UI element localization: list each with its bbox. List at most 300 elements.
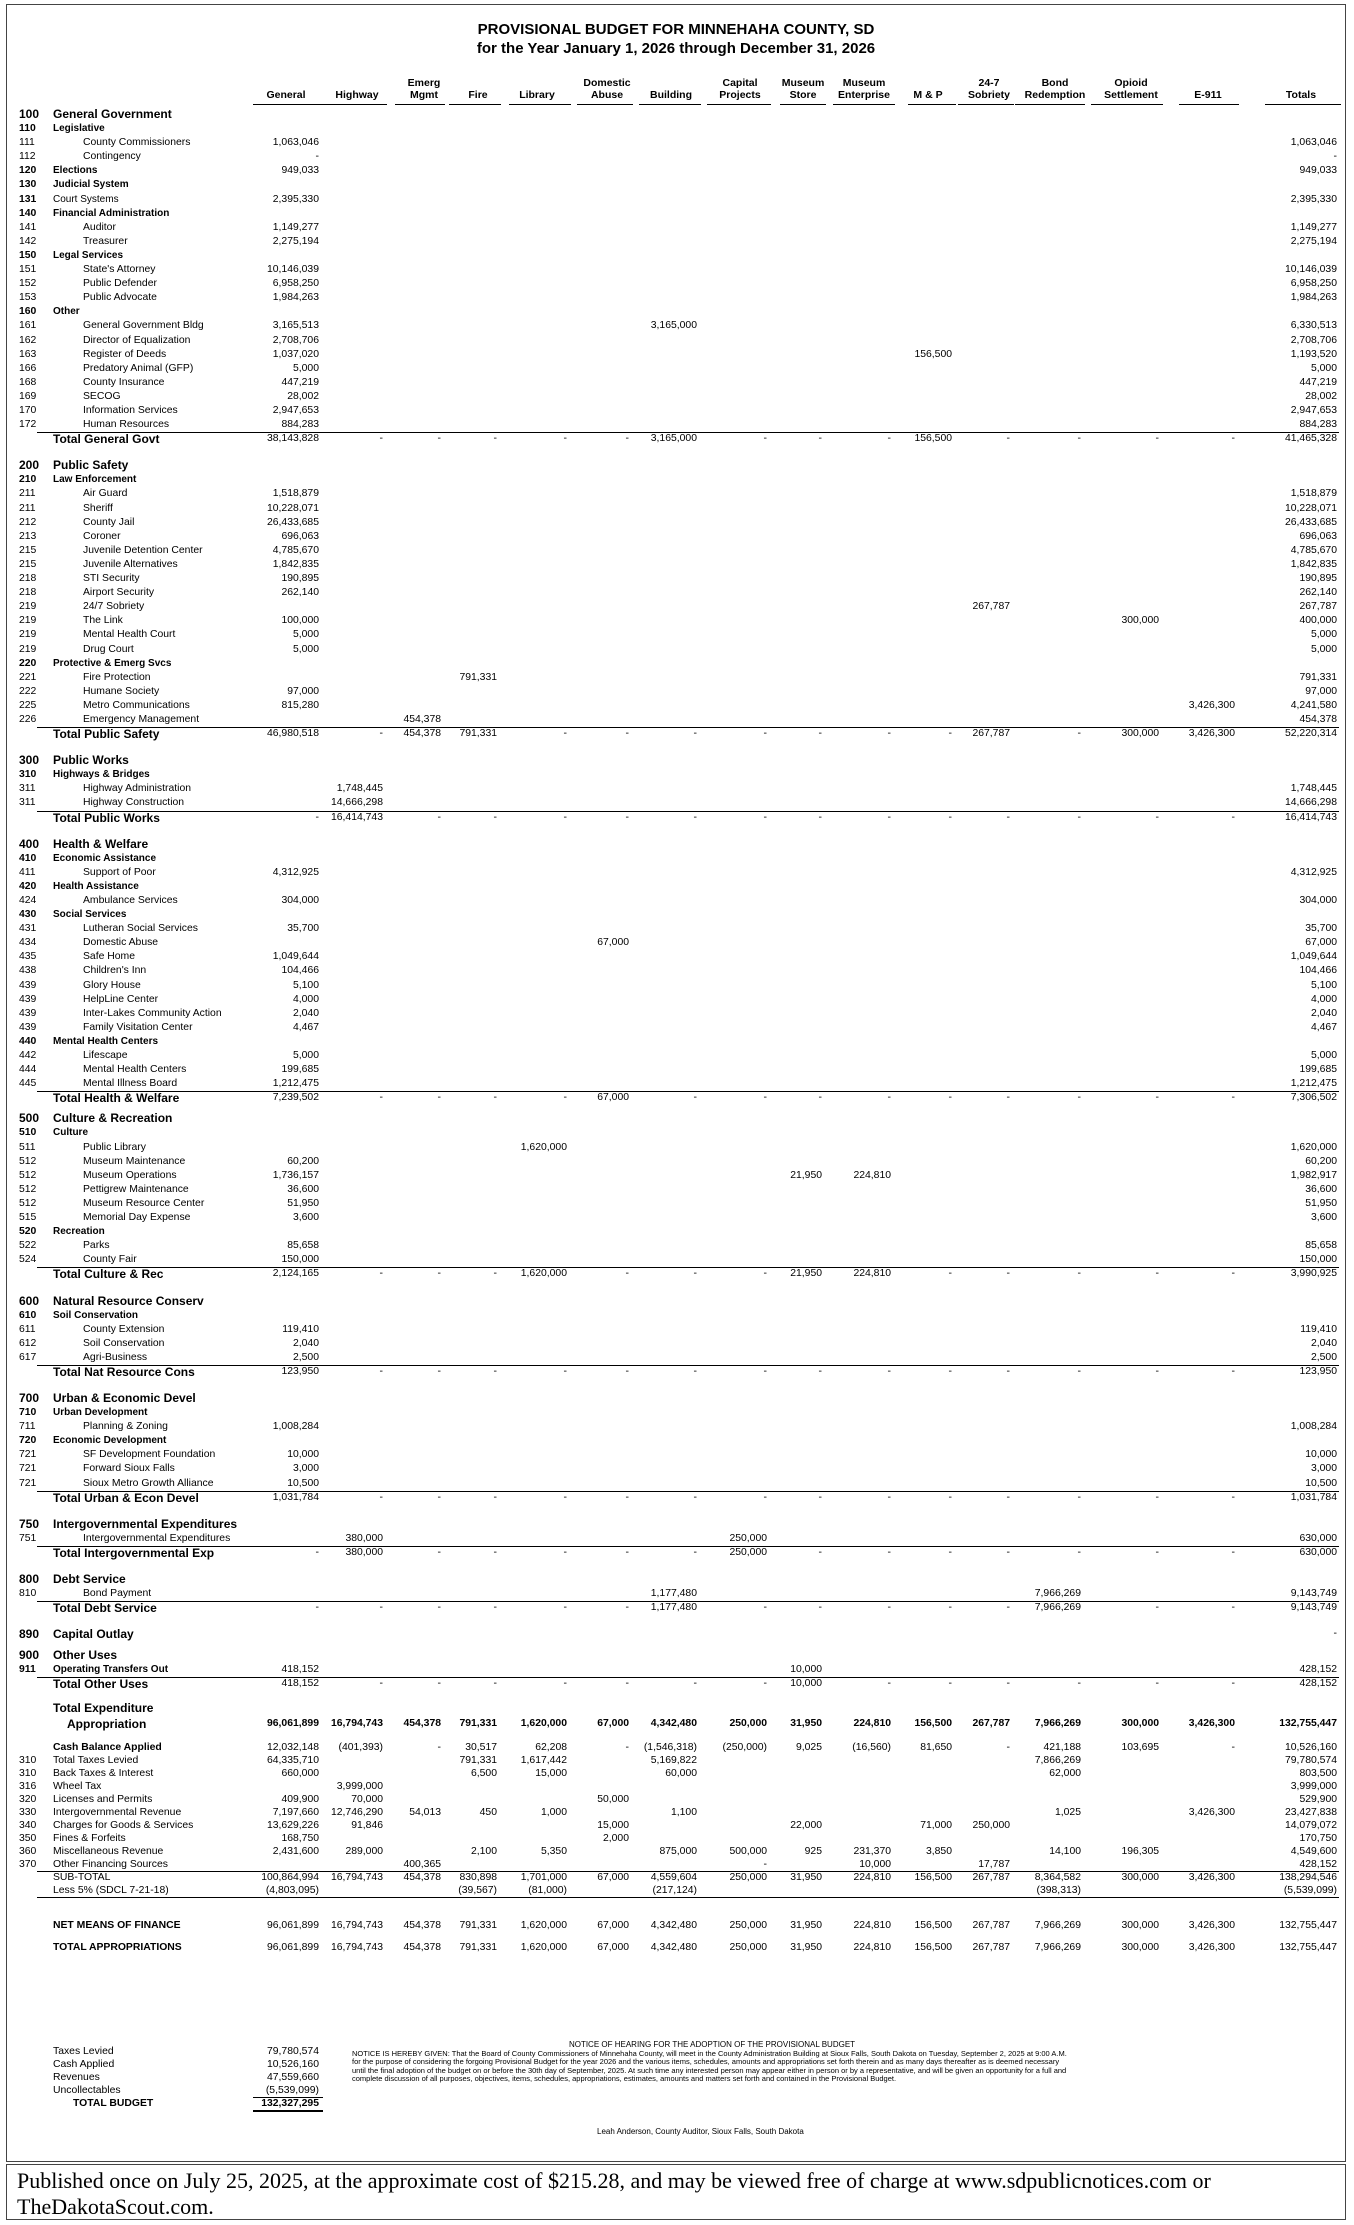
account-label: Ambulance Services [83, 894, 178, 906]
table-row [7, 1351, 1347, 1365]
account-label: Support of Poor [83, 866, 156, 878]
account-code: 110 [19, 123, 36, 134]
finance-row [7, 1767, 1347, 1781]
account-label: Safe Home [83, 951, 135, 963]
cell-value: 10,500 [1305, 1477, 1337, 1489]
cell-value: 267,787 [972, 728, 1010, 740]
cell-value: - [763, 1602, 767, 1613]
cell-value: - [1006, 1268, 1010, 1280]
summary-row [7, 2045, 347, 2058]
account-code: 439 [19, 979, 37, 991]
account-code: 221 [19, 671, 37, 683]
cell-value: 5,000 [1310, 629, 1337, 641]
table-row [7, 1239, 1347, 1253]
cell-value: 1,617,442 [520, 1755, 567, 1767]
account-label: Family Visitation Center [83, 1021, 193, 1033]
account-code: 219 [19, 643, 37, 655]
cell-value: 949,033 [1299, 165, 1337, 177]
finance-label: TOTAL APPROPRIATIONS [53, 1942, 182, 1954]
notice-title: NOTICE OF HEARING FOR THE ADOPTION OF THE PROVISIONAL BUDGET [568, 2040, 856, 2049]
cell-value: - [493, 1268, 497, 1280]
header-rule [780, 104, 826, 105]
cell-value: 1,212,475 [1290, 1078, 1337, 1090]
cell-value: 1,063,046 [1290, 137, 1337, 149]
account-label: Fire Protection [83, 671, 151, 683]
cell-value: 884,283 [281, 419, 319, 431]
table-row [7, 1183, 1347, 1197]
account-code: 310 [19, 1768, 37, 1780]
account-label: Museum Resource Center [83, 1197, 205, 1209]
cell-value: - [1077, 1365, 1081, 1377]
cell-value: 300,000 [1121, 1920, 1159, 1932]
cell-value: 454,378 [403, 714, 441, 725]
cell-value: 1,620,000 [520, 1268, 567, 1280]
total-rule [37, 1267, 1339, 1268]
table-row [7, 1049, 1347, 1063]
cell-value: 7,866,269 [1034, 1755, 1081, 1767]
cell-value: 3,999,000 [336, 1781, 383, 1793]
account-code: 215 [19, 558, 37, 570]
cell-value: 791,331 [459, 1942, 497, 1954]
cell-value: - [1231, 433, 1235, 445]
account-code: 520 [19, 1226, 37, 1238]
cell-value: 224,810 [853, 1268, 891, 1280]
cell-value: 3,426,300 [1188, 1872, 1235, 1884]
total-row [7, 1491, 1347, 1505]
cell-value: 7,966,269 [1034, 1942, 1081, 1954]
cell-value: 1,620,000 [520, 1141, 567, 1153]
cell-value: 67,000 [597, 1092, 629, 1104]
account-label: County Fair [83, 1254, 137, 1266]
cell-value: 447,219 [1299, 376, 1337, 388]
cell-value: 815,280 [281, 699, 319, 711]
cell-value: 132,755,447 [1279, 1942, 1337, 1954]
cell-value: 10,500 [287, 1477, 319, 1489]
cell-value: 250,000 [729, 1872, 767, 1884]
cell-value: 2,124,165 [272, 1268, 319, 1280]
table-row [7, 1063, 1347, 1077]
cell-value: 60,200 [287, 1155, 319, 1167]
cell-value: 231,370 [853, 1846, 891, 1858]
cell-value: - [1231, 811, 1235, 823]
account-label: Inter-Lakes Community Action [83, 1007, 222, 1019]
cell-value: 156,500 [914, 348, 952, 360]
account-label: Capital Outlay [53, 1627, 134, 1642]
finance-label: Other Financing Sources [53, 1859, 168, 1871]
table-row [7, 530, 1347, 544]
table-row [7, 291, 1347, 305]
publication-footer: Published once on July 25, 2025, at the approximate cost of $215.28, and may be viewed free of charge at www.sdpublicnotices.com or TheDakotaScout.com. [6, 2164, 1346, 2220]
cell-value: - [625, 728, 629, 740]
account-label: Bond Payment [83, 1587, 152, 1599]
cell-value: 12,032,148 [266, 1742, 319, 1754]
account-code: 721 [19, 1477, 37, 1489]
cell-value: - [1231, 1678, 1235, 1690]
account-code: 442 [19, 1050, 37, 1061]
cell-value: 67,000 [597, 937, 629, 949]
account-label: 24/7 Sobriety [83, 601, 145, 613]
cell-value: 16,414,743 [1284, 811, 1337, 823]
header-rule [1091, 104, 1163, 105]
summary-row [7, 2071, 347, 2084]
cell-value: - [948, 1602, 952, 1613]
total-expenditure-row [7, 1701, 1347, 1715]
cell-value: - [1155, 1678, 1159, 1690]
account-code: 522 [19, 1240, 37, 1252]
column-header: E-911 [1194, 89, 1222, 101]
cell-value: - [1006, 1602, 1010, 1613]
account-code: 360 [19, 1846, 37, 1858]
cell-value: - [763, 1678, 767, 1690]
cell-value: - [1231, 1602, 1235, 1613]
account-code: 511 [19, 1141, 36, 1153]
table-row [7, 880, 1347, 894]
cell-value: 2,000 [602, 1833, 629, 1845]
account-label: Public Safety [53, 458, 129, 473]
account-label: Total Health & Welfare [53, 1091, 180, 1106]
account-code: 800 [19, 1571, 40, 1586]
cell-value: 428,152 [1299, 1859, 1337, 1871]
cell-value: 199,685 [1299, 1064, 1337, 1076]
cell-value: 7,239,502 [272, 1092, 319, 1104]
account-label: Contingency [83, 151, 141, 163]
cell-value: 62,000 [1049, 1768, 1081, 1780]
cell-value: 1,000 [540, 1807, 567, 1819]
cell-value: 26,433,685 [266, 516, 319, 528]
cell-value: - [1231, 1742, 1235, 1754]
total-row [7, 432, 1347, 446]
cell-value: 132,755,447 [1279, 1920, 1337, 1932]
cell-value: - [493, 1365, 497, 1377]
account-code: 222 [19, 685, 37, 697]
account-code: 316 [19, 1781, 37, 1793]
summary-double-rule [253, 2110, 323, 2112]
cell-value: 454,378 [403, 1942, 441, 1954]
cell-value: - [818, 1092, 822, 1104]
account-code: 311 [19, 783, 36, 795]
cell-value: 1,025 [1054, 1807, 1081, 1819]
account-code: 212 [19, 516, 37, 528]
cell-value: 2,275,194 [1290, 235, 1337, 247]
finance-label: Miscellaneous Revenue [53, 1846, 164, 1858]
cell-value: 9,143,749 [1290, 1587, 1337, 1599]
account-label: Parks [83, 1240, 110, 1252]
cell-value: 10,000 [790, 1678, 822, 1690]
finance-row [7, 1884, 1347, 1898]
account-code: 218 [19, 587, 37, 599]
cell-value: - [437, 1546, 441, 1558]
account-code: 218 [19, 573, 37, 584]
cell-value: - [493, 811, 497, 823]
account-label: Highways & Bridges [53, 769, 150, 781]
cell-value: 119,410 [282, 1323, 319, 1335]
account-label: Public Works [53, 753, 129, 768]
account-label: Juvenile Alternatives [83, 558, 178, 570]
finance-label: Cash Balance Applied [53, 1742, 162, 1754]
account-code: 439 [19, 1007, 37, 1019]
total-rule [37, 1365, 1339, 1366]
account-label: Humane Society [83, 685, 160, 697]
cell-value: 85,658 [287, 1240, 319, 1252]
cell-value: 400,000 [1299, 615, 1337, 627]
column-header: Building [650, 89, 692, 101]
cell-value: - [693, 1268, 697, 1280]
cell-value: 2,275,194 [272, 235, 319, 247]
cell-value: 1,149,277 [1290, 221, 1337, 233]
cell-value: 71,000 [920, 1820, 952, 1832]
total-expenditure-label: Total Expenditure [53, 1701, 154, 1716]
account-code: 512 [19, 1183, 37, 1195]
cell-value: - [493, 1602, 497, 1613]
finance-label: Charges for Goods & Services [53, 1820, 194, 1832]
cell-value: - [563, 1092, 567, 1104]
cell-value: - [437, 1678, 441, 1690]
cell-value: 3,426,300 [1188, 699, 1235, 711]
table-row [7, 1420, 1347, 1434]
account-label: Auditor [83, 221, 116, 233]
account-code: 120 [19, 165, 37, 177]
table-row [7, 277, 1347, 291]
cell-value: (5,539,099) [1283, 1885, 1337, 1897]
cell-value: 300,000 [1121, 1942, 1159, 1954]
cell-value: 875,000 [659, 1846, 697, 1858]
table-row [7, 796, 1347, 810]
cell-value: 1,149,277 [272, 221, 319, 233]
table-row [7, 1462, 1347, 1476]
cell-value: 10,526,160 [1284, 1742, 1337, 1754]
cell-value: 190,895 [1299, 573, 1337, 584]
cell-value: 10,000 [790, 1664, 822, 1676]
cell-value: 696,063 [1299, 530, 1337, 542]
account-code: 750 [19, 1516, 40, 1531]
cell-value: - [315, 1546, 319, 1558]
cell-value: 5,169,822 [650, 1755, 697, 1767]
cell-value: - [315, 1602, 319, 1613]
account-code: 130 [19, 179, 37, 191]
cell-value: - [1231, 1491, 1235, 1503]
cell-value: 267,787 [1299, 601, 1337, 613]
cell-value: 2,708,706 [1290, 334, 1337, 346]
header-rule [449, 104, 501, 105]
account-label: SECOG [83, 390, 121, 402]
account-label: Drug Court [83, 643, 134, 655]
cell-value: 28,002 [287, 390, 319, 402]
finance-row [7, 1754, 1347, 1768]
cell-value: 2,395,330 [1290, 193, 1337, 205]
account-code: 161 [19, 320, 37, 332]
finance-row [7, 1858, 1347, 1872]
summary-row [7, 2097, 347, 2110]
cell-value: 156,500 [914, 1718, 952, 1730]
account-code: 225 [19, 699, 37, 711]
finance-row [7, 1871, 1347, 1885]
cell-value: 5,000 [292, 643, 319, 655]
cell-value: - [379, 1365, 383, 1377]
account-label: Total Nat Resource Cons [53, 1364, 195, 1379]
cell-value: 2,395,330 [272, 193, 319, 205]
cell-value: 3,426,300 [1188, 1807, 1235, 1819]
table-row [7, 418, 1347, 432]
cell-value: 791,331 [459, 1920, 497, 1932]
cell-value: - [563, 1602, 567, 1613]
cell-value: - [818, 1602, 822, 1613]
cell-value: - [818, 811, 822, 823]
cell-value: 1,063,046 [272, 137, 319, 149]
cell-value: 60,000 [665, 1768, 697, 1780]
table-row [7, 866, 1347, 880]
cell-value: 9,025 [795, 1742, 822, 1754]
table-row [7, 221, 1347, 235]
cell-value: 400,365 [403, 1859, 441, 1871]
account-code: 340 [19, 1820, 37, 1832]
table-row [7, 348, 1347, 362]
cell-value: - [887, 1491, 891, 1503]
cell-value: 2,040 [1310, 1337, 1337, 1349]
account-label: Court Systems [53, 193, 119, 205]
cell-value: - [315, 811, 319, 823]
account-label: Pettigrew Maintenance [83, 1183, 189, 1195]
header-rule [1179, 104, 1239, 105]
cell-value: 5,000 [292, 629, 319, 641]
summary-label: Cash Applied [53, 2059, 115, 2070]
cell-value: - [887, 1092, 891, 1104]
account-code: 439 [19, 1021, 37, 1033]
cell-value: 79,780,574 [1284, 1755, 1337, 1767]
account-label: County Extension [83, 1323, 165, 1335]
account-code: 435 [19, 951, 37, 963]
cell-value: 3,600 [1310, 1212, 1337, 1223]
account-code: 512 [19, 1169, 37, 1181]
column-header: Domestic Abuse [583, 77, 631, 101]
column-header: General [266, 89, 306, 101]
cell-value: 224,810 [853, 1920, 891, 1932]
account-code: 512 [19, 1155, 37, 1167]
account-code: 440 [19, 1035, 37, 1047]
cell-value: 454,378 [403, 1718, 441, 1730]
table-row [7, 1337, 1347, 1351]
cell-value: 418,152 [281, 1678, 319, 1690]
account-code: 439 [19, 993, 37, 1005]
cell-value: 156,500 [914, 433, 952, 445]
column-header: Capital Projects [719, 77, 761, 101]
cell-value: 3,000 [292, 1463, 319, 1475]
cell-value: 5,000 [1310, 643, 1337, 655]
total-row [7, 1677, 1347, 1691]
finance-label: Back Taxes & Interest [53, 1768, 154, 1780]
table-row [7, 1406, 1347, 1420]
finance-label: Intergovernmental Revenue [53, 1807, 182, 1819]
cell-value: 7,197,660 [272, 1807, 319, 1819]
cell-value: - [563, 728, 567, 740]
cell-value: - [493, 1491, 497, 1503]
column-headers [7, 73, 1347, 105]
column-header: Totals [1285, 89, 1317, 101]
account-code: 330 [19, 1807, 37, 1819]
account-label: County Commissioners [83, 137, 191, 149]
cell-value: 380,000 [345, 1546, 383, 1558]
account-label: Total Culture & Rec [53, 1267, 164, 1282]
cell-value: - [625, 1742, 629, 1754]
cell-value: 5,000 [292, 1050, 319, 1061]
account-label: Legal Services [53, 249, 124, 261]
cell-value: 10,228,071 [1284, 502, 1337, 514]
cell-value: - [1155, 1602, 1159, 1613]
cell-value: 1,518,879 [272, 488, 319, 500]
account-label: Urban Development [53, 1407, 148, 1418]
header-rule [577, 104, 633, 105]
account-code: 166 [19, 362, 37, 374]
cell-value: - [763, 728, 767, 740]
account-label: Emergency Management [83, 714, 200, 725]
table-row [7, 150, 1347, 164]
cell-value: 7,966,269 [1034, 1718, 1081, 1730]
summary-row [7, 2058, 347, 2071]
cell-value: - [1155, 1491, 1159, 1503]
cell-value: - [763, 1268, 767, 1280]
cell-value: 16,794,743 [330, 1920, 383, 1932]
cell-value: 4,342,480 [650, 1942, 697, 1954]
finance-label: Total Taxes Levied [53, 1755, 139, 1767]
account-code: 168 [19, 376, 37, 388]
account-code: 710 [19, 1407, 37, 1418]
cell-value: 28,002 [1305, 390, 1337, 402]
cell-value: - [1006, 1491, 1010, 1503]
cell-value: - [1077, 433, 1081, 445]
cell-value: 4,467 [1310, 1021, 1337, 1033]
cell-value: 250,000 [972, 1820, 1010, 1832]
account-label: Human Resources [83, 419, 170, 431]
table-row [7, 487, 1347, 501]
account-label: Children's Inn [83, 965, 147, 977]
total-row [7, 811, 1347, 825]
account-label: Metro Communications [83, 699, 190, 711]
account-code: 310 [19, 769, 37, 781]
hearing-notice [352, 2041, 1072, 2084]
table-row [7, 614, 1347, 628]
cell-value: - [948, 1365, 952, 1377]
account-label: Law Enforcement [53, 474, 137, 486]
account-label: Culture & Recreation [53, 1111, 173, 1126]
cell-value: - [1231, 1365, 1235, 1377]
finance-label: NET MEANS OF FINANCE [53, 1920, 181, 1932]
cell-value: 96,061,899 [266, 1942, 319, 1954]
cell-value: - [887, 1678, 891, 1690]
cell-value: (16,560) [852, 1742, 891, 1754]
account-code: 720 [19, 1435, 37, 1447]
table-row [7, 1225, 1347, 1239]
table-row [7, 671, 1347, 685]
cell-value: 1,008,284 [272, 1421, 319, 1433]
finance-row [7, 1793, 1347, 1807]
cell-value: 21,950 [790, 1169, 822, 1181]
cell-value: - [763, 811, 767, 823]
cell-value: - [763, 1365, 767, 1377]
account-label: Director of Equalization [83, 334, 191, 346]
cell-value: 97,000 [1305, 685, 1337, 697]
column-header: M & P [913, 89, 943, 101]
cell-value: 35,700 [287, 923, 319, 935]
account-code: 300 [19, 753, 40, 768]
account-label: Predatory Animal (GFP) [83, 362, 194, 374]
header-rule [395, 104, 445, 105]
account-code: 500 [19, 1111, 40, 1126]
cell-value: 696,063 [281, 530, 319, 542]
cell-value: - [379, 728, 383, 740]
cell-value: 4,559,604 [650, 1872, 697, 1884]
header-rule [958, 104, 1014, 105]
account-code: 210 [19, 474, 37, 486]
cell-value: 3,850 [925, 1846, 952, 1858]
